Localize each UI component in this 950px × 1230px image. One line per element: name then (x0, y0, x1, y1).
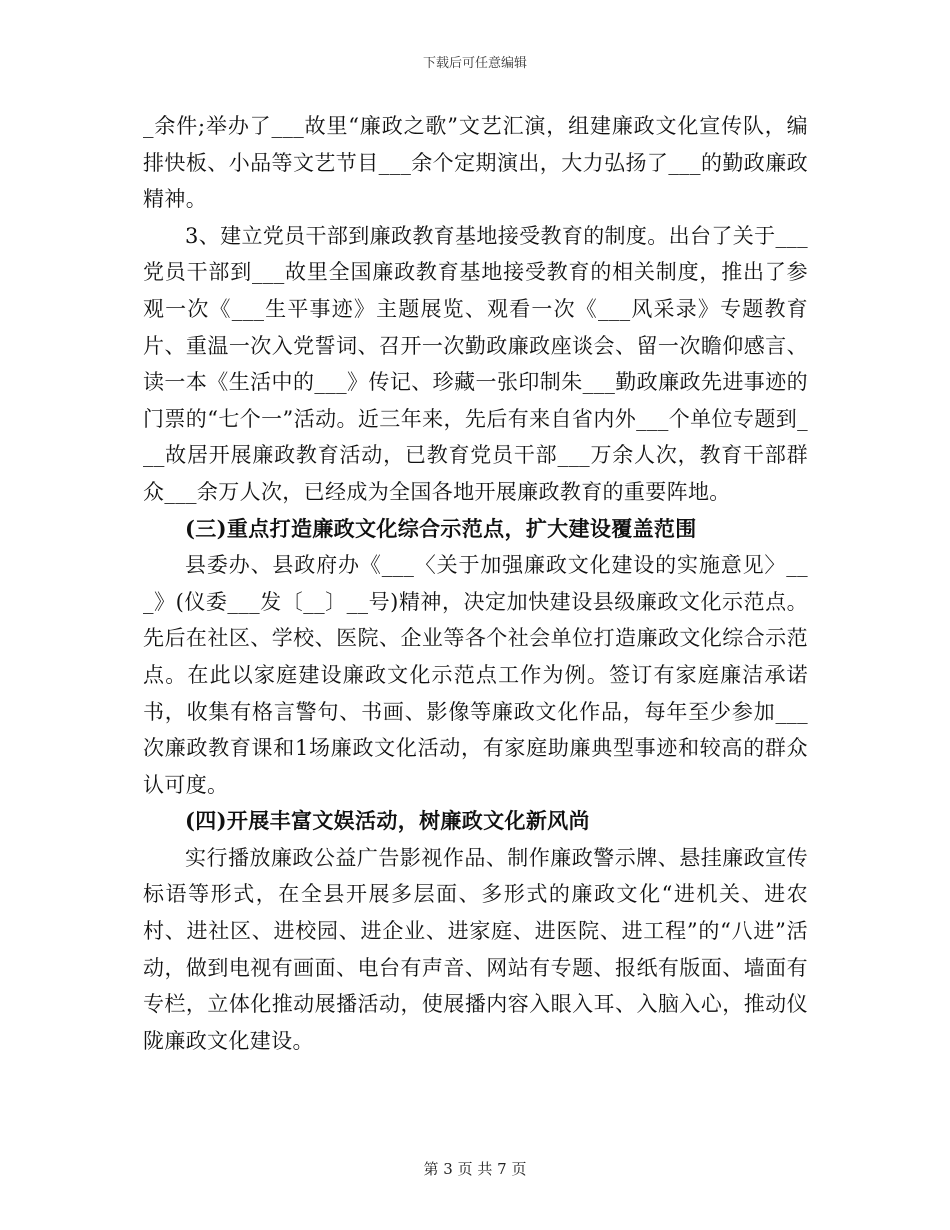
paragraph-section-3: 县委办、县政府办《___〈关于加强廉政文化建设的实施意见〉___》(仪委___发〔__〕__号)精神，决定加快建设县级廉政文化示范点。先后在社区、学校、医院、企业等各个社会单位打造廉政文化综合示范点。在此以家庭建设廉政文化示范点工作为例。签订有家庭廉洁承诺书，收集有格言警句、书画、影像等廉政文化作品，每年至少参加___次廉政教育课和1场廉政文化活动，有家庭助廉典型事迹和较高的群众认可度。 (143, 553, 808, 797)
page-number: 第 3 页 共 7 页 (423, 1160, 527, 1178)
paragraph-continuation: _余件;举办了___故里“廉政之歌”文艺汇演，组建廉政文化宣传队，编排快板、小品等文艺节目___余个定期演出，大力弘扬了___的勤政廉政精神。 (143, 114, 808, 212)
paragraph-item-3: 3、建立党员干部到廉政教育基地接受教育的制度。出台了关于___党员干部到___故里全国廉政教育基地接受教育的相关制度，推出了参观一次《___生平事迹》主题展览、观看一次《___风采录》专题教育片、重温一次入党誓词、召开一次勤政廉政座谈会、留一次瞻仰感言、读一本《生活中的___》传记、珍藏一张印制朱___勤政廉政先进事迹的门票的“七个一”活动。近三年来，先后有来自省内外___个单位专题到___故居开展廉政教育活动，已教育党员干部___万余人次，教育干部群众___余万人次，已经成为全国各地开展廉政教育的重要阵地。 (143, 223, 808, 504)
section-heading-4: (四)开展丰富文娱活动，树廉政文化新风尚 (185, 808, 590, 834)
page-header: 下载后可任意编辑 (422, 56, 527, 71)
section-heading-3: (三)重点打造廉政文化综合示范点，扩大建设覆盖范围 (185, 515, 697, 541)
document-body (143, 108, 808, 1059)
paragraph-section-4: 实行播放廉政公益广告影视作品、制作廉政警示牌、悬挂廉政宣传标语等形式，在全县开展多层面、多形式的廉政文化“进机关、进农村、进社区、进校园、进企业、进家庭、进医院、进工程”的“八进”活动，做到电视有画面、电台有声音、网站有专题、报纸有版面、墙面有专栏，立体化推动展播活动，使展播内容入眼入耳、入脑入心，推动仪陇廉政文化建设。 (143, 845, 808, 1053)
